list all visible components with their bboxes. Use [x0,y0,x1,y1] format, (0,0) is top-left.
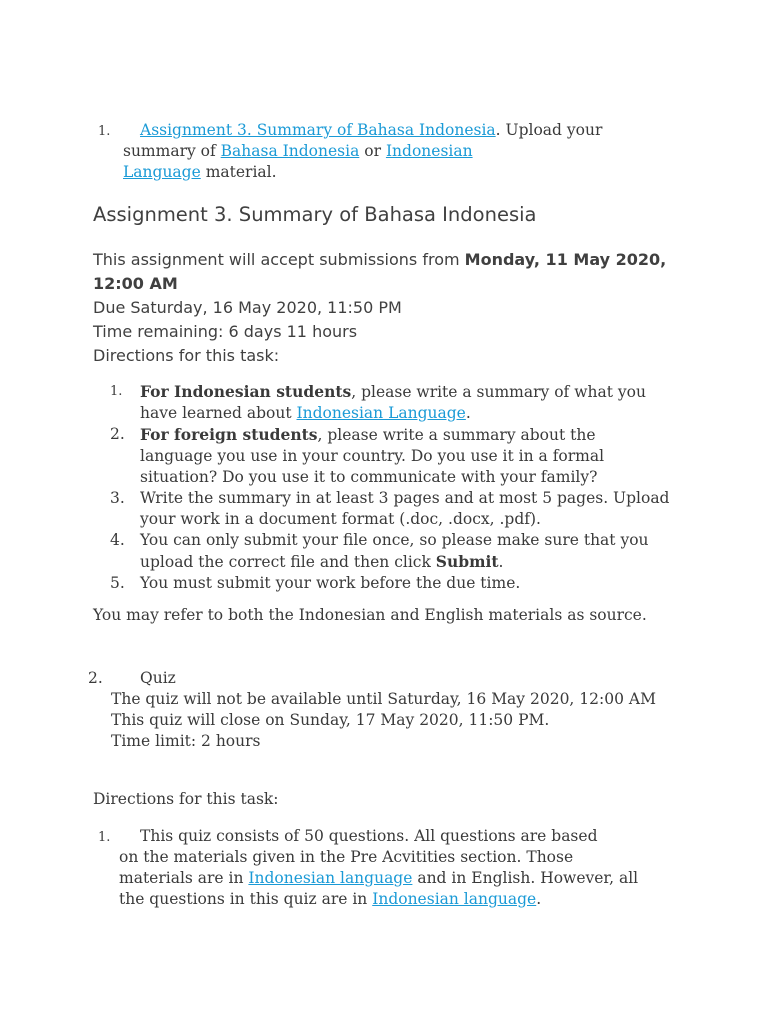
indonesian-language-link-cont[interactable]: Language [123,163,201,181]
task-number: 5. [110,574,125,592]
quiz-title: Quiz [140,669,176,687]
task-number: 3. [110,489,125,507]
submit-bold: Submit [435,552,499,571]
task-item [110,573,670,594]
quiz-task-text: on the materials given in the Pre Acvitities section. Those materials are in [119,848,574,887]
quiz-close: This quiz will close on Sunday, 17 May 2020, 11:50 PM. [111,711,550,729]
indonesian-language-link[interactable]: Indonesian language [248,869,413,887]
list-number: 1. [98,124,111,139]
quiz-task-text: . [536,890,542,908]
task-number: 2. [110,425,125,443]
task-bold: For Indonesian students [140,382,352,401]
task-text: You must submit your work before the due time. [140,574,521,592]
task-text: , please write a summary of what you have learned about [140,383,646,422]
task-number: 4. [110,531,125,549]
list-number: 1. [98,830,111,845]
due-date: Due Saturday, 16 May 2020, 11:50 PM [93,298,402,317]
accept-date: Monday, 11 May 2020, 12:00 AM [93,250,667,293]
task-text: Write the summary in at least 3 pages and at most 5 pages. Upload your work in a document format (.doc, .docx, .pdf). [140,489,670,528]
accept-prefix: This assignment will accept submissions from [93,250,465,269]
indonesian-language-link[interactable]: Indonesian language [372,890,537,908]
summary-of-text: summary of [123,142,221,160]
task-text: You can only submit your file once, so please make sure that you upload the correct file and then click [140,531,649,571]
indonesian-language-link[interactable]: Indonesian [385,142,473,160]
task-item [110,381,670,424]
task-number: 1. [110,384,123,399]
bahasa-indonesia-link[interactable]: Bahasa Indonesia [220,142,360,160]
assignment-heading: Assignment 3. Summary of Bahasa Indonesia [93,203,537,226]
task-item [110,530,670,573]
time-remaining: Time remaining: 6 days 11 hours [93,322,358,341]
quiz-time-limit: Time limit: 2 hours [111,732,261,750]
task-item [110,424,670,488]
quiz-task-text: and in English. However, all the questions in this quiz are in [119,869,639,908]
task-after: . [465,404,471,422]
indonesian-language-link[interactable]: Indonesian Language [296,404,466,422]
submission-window [93,248,673,296]
quiz-available: The quiz will not be available until Saturday, 16 May 2020, 12:00 AM [111,690,656,708]
directions-label: Directions for this task: [93,790,279,808]
task-text: , please write a summary about the language you use in your country. Do you use it in a formal situation? Do you use it to communicate with your family? [140,426,605,486]
or-text: or [359,142,386,160]
list-number: 2. [88,669,103,687]
task-list [110,381,670,594]
refer-note: You may refer to both the Indonesian and English materials as source. [93,606,647,624]
task-item [110,488,670,530]
task-bold: For foreign students [140,425,318,444]
task-after: . [498,553,504,571]
directions-label: Directions for this task: [93,346,280,365]
assignment-link[interactable]: Assignment 3. Summary of Bahasa Indonesia [140,121,496,139]
quiz-task-line1: This quiz consists of 50 questions. All questions are based [140,827,598,845]
material-text: material. [200,163,277,181]
upload-text: . Upload your [495,121,603,139]
